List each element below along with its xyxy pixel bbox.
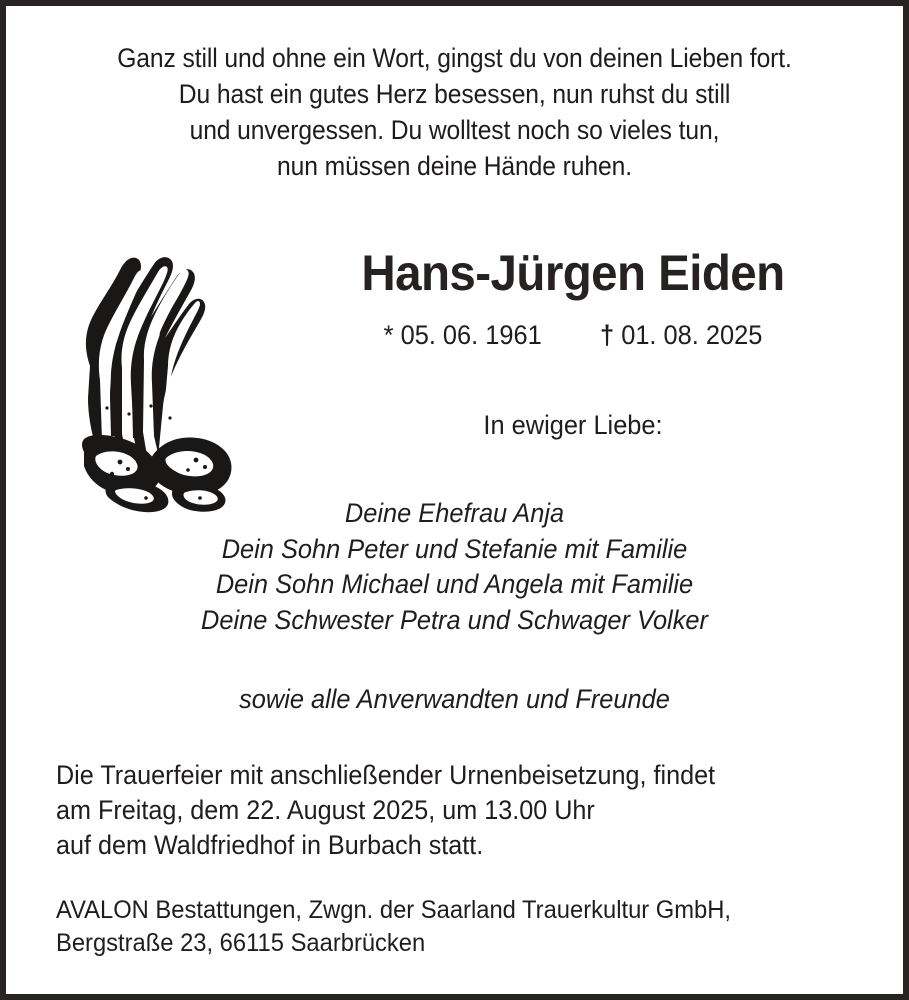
service-line: auf dem Waldfriedhof in Burbach statt.: [56, 830, 484, 860]
funeral-provider: [56, 894, 845, 960]
birth-date: [384, 318, 542, 352]
service-details: [56, 758, 835, 863]
service-line: Die Trauerfeier mit anschließender Urnenbeisetzung, findet: [56, 760, 716, 790]
mourner-line: Deine Schwester Petra und Schwager Volker: [201, 604, 708, 635]
verse-line: Du hast ein gutes Herz besessen, nun ruhst du still: [178, 79, 731, 109]
provider-line: Bergstraße 23, 66115 Saarbrücken: [56, 929, 426, 957]
verse-line: und unvergessen. Du wolltest noch so vieles tun,: [189, 115, 720, 145]
death-date: [600, 318, 762, 352]
verse-line: nun müssen deine Hände ruhen.: [277, 151, 632, 181]
birth-date-value: 05. 06. 1961: [400, 320, 542, 350]
mourners-list: [33, 496, 876, 638]
memorial-verse: [37, 40, 871, 184]
service-line: am Freitag, dem 22. August 2025, um 13.00 Uhr: [56, 795, 595, 825]
life-dates: [275, 318, 871, 352]
praying-hands-icon: [50, 248, 250, 513]
provider-line: AVALON Bestattungen, Zwgn. der Saarland Trauerkultur GmbH,: [56, 896, 732, 924]
verse-line: Ganz still und ohne ein Wort, gingst du von deinen Lieben fort.: [117, 43, 792, 73]
birth-star-icon: *: [383, 320, 394, 350]
mourners-closing: sowie alle Anverwandten und Freunde: [239, 684, 670, 714]
death-date-value: 01. 08. 2025: [621, 320, 763, 350]
deceased-name: Hans-Jürgen Eiden: [361, 245, 785, 301]
notice-inner: [6, 6, 903, 994]
mourner-line: Dein Sohn Michael und Angela mit Familie: [215, 569, 694, 599]
mourner-line: Dein Sohn Peter und Stefanie mit Familie: [221, 533, 688, 564]
deceased-block: [256, 244, 890, 442]
mourner-line: Deine Ehefrau Anja: [344, 498, 565, 528]
dedication-heading: In ewiger Liebe:: [483, 410, 663, 440]
death-cross-icon: †: [600, 320, 615, 350]
